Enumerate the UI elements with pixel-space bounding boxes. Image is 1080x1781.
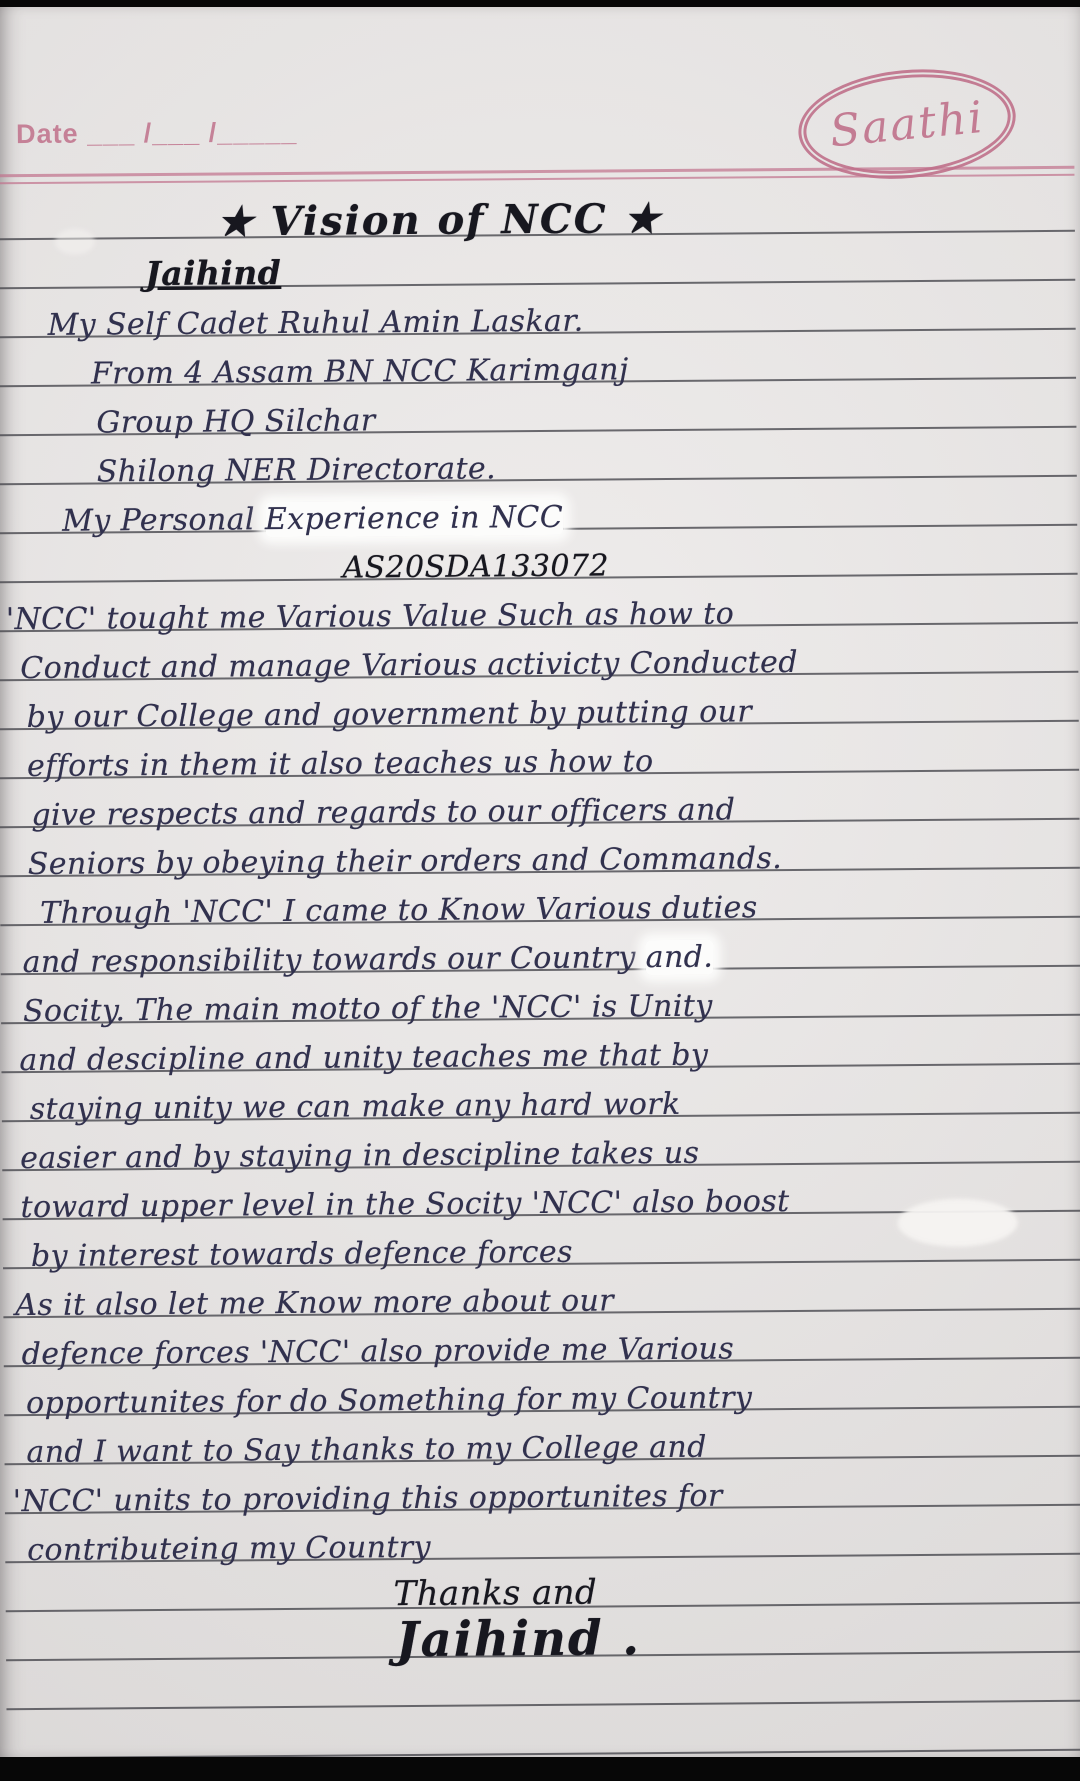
handwritten-line <box>6 1702 1080 1757</box>
photo-edge <box>0 0 1080 7</box>
handwritten-line: My Self Cadet Ruhul Amin Laskar. <box>0 281 1076 338</box>
notebook-lines <box>0 183 1080 1757</box>
handwritten-line: Socity. The main motto of the 'NCC' is Unity <box>1 967 1080 1024</box>
handwritten-line: and I want to Say thanks to my College and <box>4 1408 1080 1465</box>
handwritten-line: easier and by staying in descipline takes us <box>2 1114 1080 1171</box>
handwritten-line: AS20SDA133072 <box>0 526 1078 583</box>
date-field: Date ___ /___ /_____ <box>15 116 298 150</box>
handwritten-line: defence forces 'NCC' also provide me Various <box>3 1310 1080 1367</box>
handwritten-line: Shilong NER Directorate. <box>0 428 1077 485</box>
handwritten-line: Through 'NCC' I came to Know Various duties <box>0 869 1080 926</box>
handwritten-line: ★ Vision of NCC ★ <box>0 183 1075 240</box>
brand-logo-text: Saathi <box>827 91 987 157</box>
paper-content <box>0 7 1080 1757</box>
handwritten-line: Thanks and <box>5 1555 1080 1612</box>
handwritten-line: Group HQ Silchar <box>0 379 1076 436</box>
handwritten-line: contributeing my Country <box>5 1506 1080 1563</box>
handwritten-line: and descipline and unity teaches me that by <box>1 1016 1080 1073</box>
handwritten-line: My Personal Experience in NCC <box>0 477 1077 534</box>
handwritten-line: 'NCC' tought me Various Value Such as how to <box>0 575 1078 632</box>
handwritten-line: 'NCC' units to providing this opportunites for <box>5 1457 1080 1514</box>
handwritten-line: Jaihind <box>0 232 1075 289</box>
handwritten-line: From 4 Assam BN NCC Karimganj <box>0 330 1076 387</box>
handwritten-line: opportunites for do Something for my Country <box>4 1359 1080 1416</box>
handwritten-line: by our College and government by putting our <box>0 673 1079 730</box>
notebook-paper <box>0 7 1080 1757</box>
handwritten-line: Jaihind . <box>6 1604 1080 1661</box>
handwritten-line: Conduct and manage Various activicty Conducted <box>0 624 1078 681</box>
handwritten-line: by interest towards defence forces <box>3 1212 1080 1269</box>
handwritten-line: toward upper level in the Socity 'NCC' also boost <box>2 1163 1080 1220</box>
handwritten-line: staying unity we can make any hard work <box>1 1065 1080 1122</box>
handwritten-line: give respects and regards to our officers and <box>0 771 1080 828</box>
whiteout-highlight: and. <box>645 939 714 976</box>
handwritten-line: As it also let me Know more about our <box>3 1261 1080 1318</box>
paper-smudge <box>55 228 95 254</box>
handwritten-line: efforts in them it also teaches us how to <box>0 722 1079 779</box>
handwritten-line: Seniors by obeying their orders and Commands. <box>0 820 1080 877</box>
handwritten-line: and responsibility towards our Country and. <box>0 918 1080 975</box>
whiteout-highlight: Experience in NCC <box>264 499 564 538</box>
